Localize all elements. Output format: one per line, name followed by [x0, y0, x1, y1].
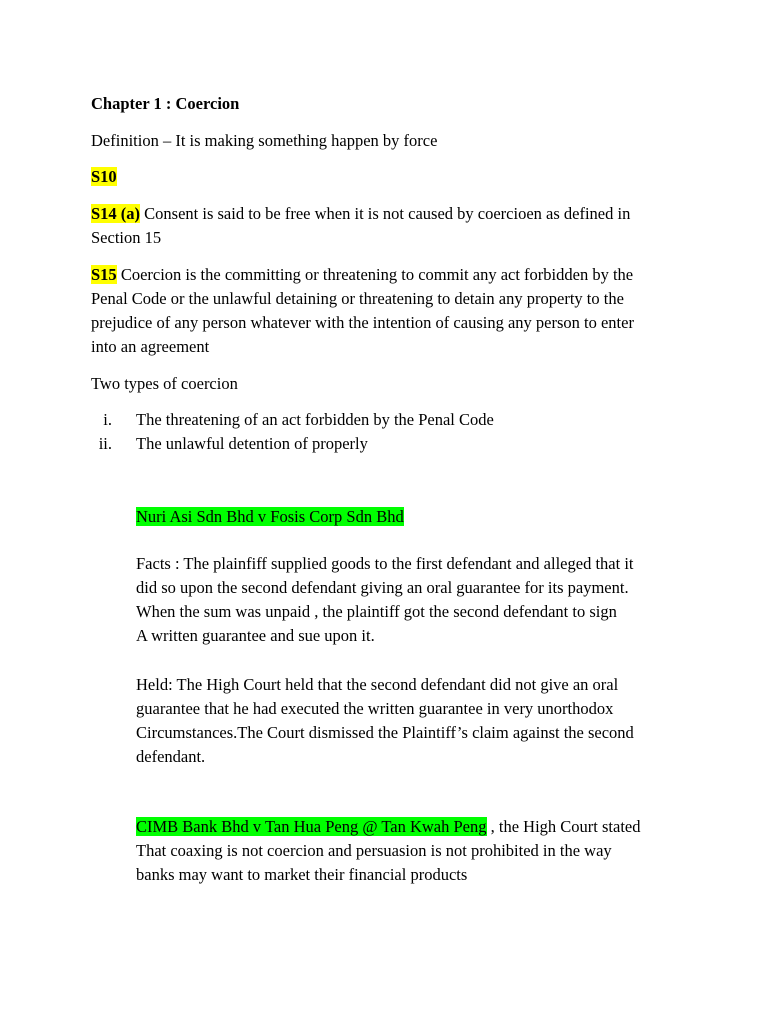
- section-s15-line4: into an agreement: [91, 337, 210, 356]
- s15-text: Coercion is the committing or threatening to commit any act forbidden by the: [116, 265, 634, 284]
- case1-held-line2: guarantee that he had executed the written guarantee in very unorthodox: [136, 699, 614, 718]
- case1-facts-line2: did so upon the second defendant giving an oral guarantee for its payment.: [136, 578, 629, 597]
- case1-facts-line1: Facts : The plainfiff supplied goods to the first defendant and alleged that it: [136, 554, 634, 573]
- case1-title: Nuri Asi Sdn Bhd v Fosis Corp Sdn Bhd: [136, 507, 404, 526]
- list-item: [0, 408, 768, 432]
- section-s10: [91, 165, 117, 189]
- case2-line1: [136, 815, 641, 839]
- section-s15-line3: prejudice of any person whatever with the intention of causing any person to enter: [91, 313, 634, 332]
- case2-line3: banks may want to market their financial products: [136, 865, 468, 884]
- case2-line2: That coaxing is not coercion and persuasion is not prohibited in the way: [136, 841, 612, 860]
- case1-facts-line3: When the sum was unpaid , the plaintiff got the second defendant to sign: [136, 602, 617, 621]
- list-item-text: The threatening of an act forbidden by the Penal Code: [136, 410, 494, 429]
- s15-label: S15: [91, 265, 117, 284]
- chapter-title: Chapter 1 : Coercion: [91, 94, 240, 113]
- types-heading: Two types of coercion: [91, 374, 238, 393]
- section-s14-line2: Section 15: [91, 228, 162, 247]
- section-s15-line2: Penal Code or the unlawful detaining or threatening to detain any property to the: [91, 289, 624, 308]
- s14-label: S14 (a): [91, 204, 141, 223]
- list-item-text: The unlawful detention of properly: [136, 434, 368, 453]
- s10-label: S10: [91, 167, 117, 186]
- case2-text: , the High Court stated: [486, 817, 641, 836]
- case1-held-line1: Held: The High Court held that the second defendant did not give an oral: [136, 675, 619, 694]
- definition-text: Definition – It is making something happen by force: [91, 131, 438, 150]
- case2-title: CIMB Bank Bhd v Tan Hua Peng @ Tan Kwah Peng: [136, 817, 487, 836]
- list-item-number: i.: [103, 410, 112, 429]
- list-item-number: ii.: [98, 434, 112, 453]
- case1-facts-line4: A written guarantee and sue upon it.: [136, 626, 375, 645]
- case1-held-line4: defendant.: [136, 747, 206, 766]
- list-item: [0, 432, 768, 456]
- case1-title-line: [136, 505, 404, 529]
- section-s15-line1: [91, 263, 633, 287]
- case1-held-line3: Circumstances.The Court dismissed the Plaintiff’s claim against the second: [136, 723, 634, 742]
- s14-text: Consent is said to be free when it is not caused by coercioen as defined in: [140, 204, 631, 223]
- section-s14-line1: [91, 202, 630, 226]
